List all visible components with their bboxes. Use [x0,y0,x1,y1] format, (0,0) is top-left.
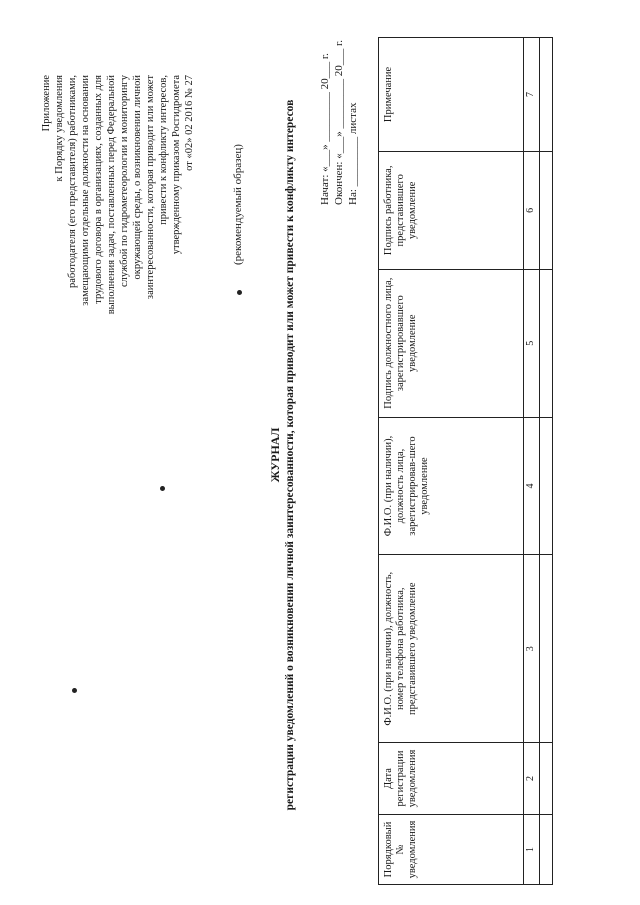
scan-speck [237,290,242,295]
column-number: 3 [524,555,540,743]
table-cell [540,743,553,815]
annex-line: работодателя (его представителя) работниками, [67,75,78,288]
scan-speck [72,688,77,693]
column-number: 4 [524,417,540,555]
annex-line: к Порядку уведомления [54,75,65,182]
table-cell [540,38,553,152]
sample-note: (рекомендуемый образец) [232,144,244,265]
table-cell [540,555,553,743]
annex-block [40,75,196,345]
table-cell [540,815,553,885]
header-cell: Ф.И.О. (при наличии), должность, номер телефона работника, представившего уведомление [379,555,524,743]
table-row [524,38,540,885]
column-number: 1 [524,815,540,885]
table-cell [540,417,553,555]
journal-meta [318,40,360,205]
header-cell: Примечание [379,38,524,152]
table-header-row [379,38,524,885]
header-cell: Подпись должностного лица, зарегистрировавшего уведомление [379,269,524,417]
finished-field: Окончен: «___» _________ 20___ г. [333,40,345,205]
column-number: 7 [524,38,540,152]
annex-line: выполнения задач, поставленных перед Федеральной [106,75,117,315]
annex-line: привести к конфликту интересов, [158,75,169,225]
annex-line: утвержденному приказом Росгидромета [171,75,182,255]
sheets-field: На: _________ листах [347,102,359,205]
column-number: 5 [524,269,540,417]
journal-table [378,37,553,885]
column-number: 6 [524,151,540,269]
document-title: ЖУРНАЛ [268,427,282,483]
annex-line: Приложение [41,75,52,132]
annex-line: заинтересованности, которая приводит или может [145,75,156,300]
started-field: Начат: «___» _________ 20___ г. [319,53,331,205]
table-row [540,38,553,885]
annex-line: службой по гидрометеорологии и мониторингу [119,75,130,287]
header-cell: Порядковый № уведомления [379,815,524,885]
column-number: 2 [524,743,540,815]
annex-line: замещающими отдельные должности на основании [80,75,91,306]
document-subtitle: регистрации уведомлений о возникновении личной заинтересованности, которая приводит или может привести к конфликту интересов [284,99,296,811]
annex-line: от «02» 02 2016 № 27 [184,75,195,171]
table-cell [540,151,553,269]
header-cell: Ф.И.О. (при наличии), должность лица, зарегистрировав-шего уведомление [379,417,524,555]
scan-speck [160,486,165,491]
header-cell: Подпись работника, представившего уведомление [379,151,524,269]
table-cell [540,269,553,417]
header-cell: Дата регистрации уведомления [379,743,524,815]
annex-line: окружающей среды, о возникновении личной [132,75,143,280]
annex-line: трудового договора в организациях, созданных для [93,75,104,304]
